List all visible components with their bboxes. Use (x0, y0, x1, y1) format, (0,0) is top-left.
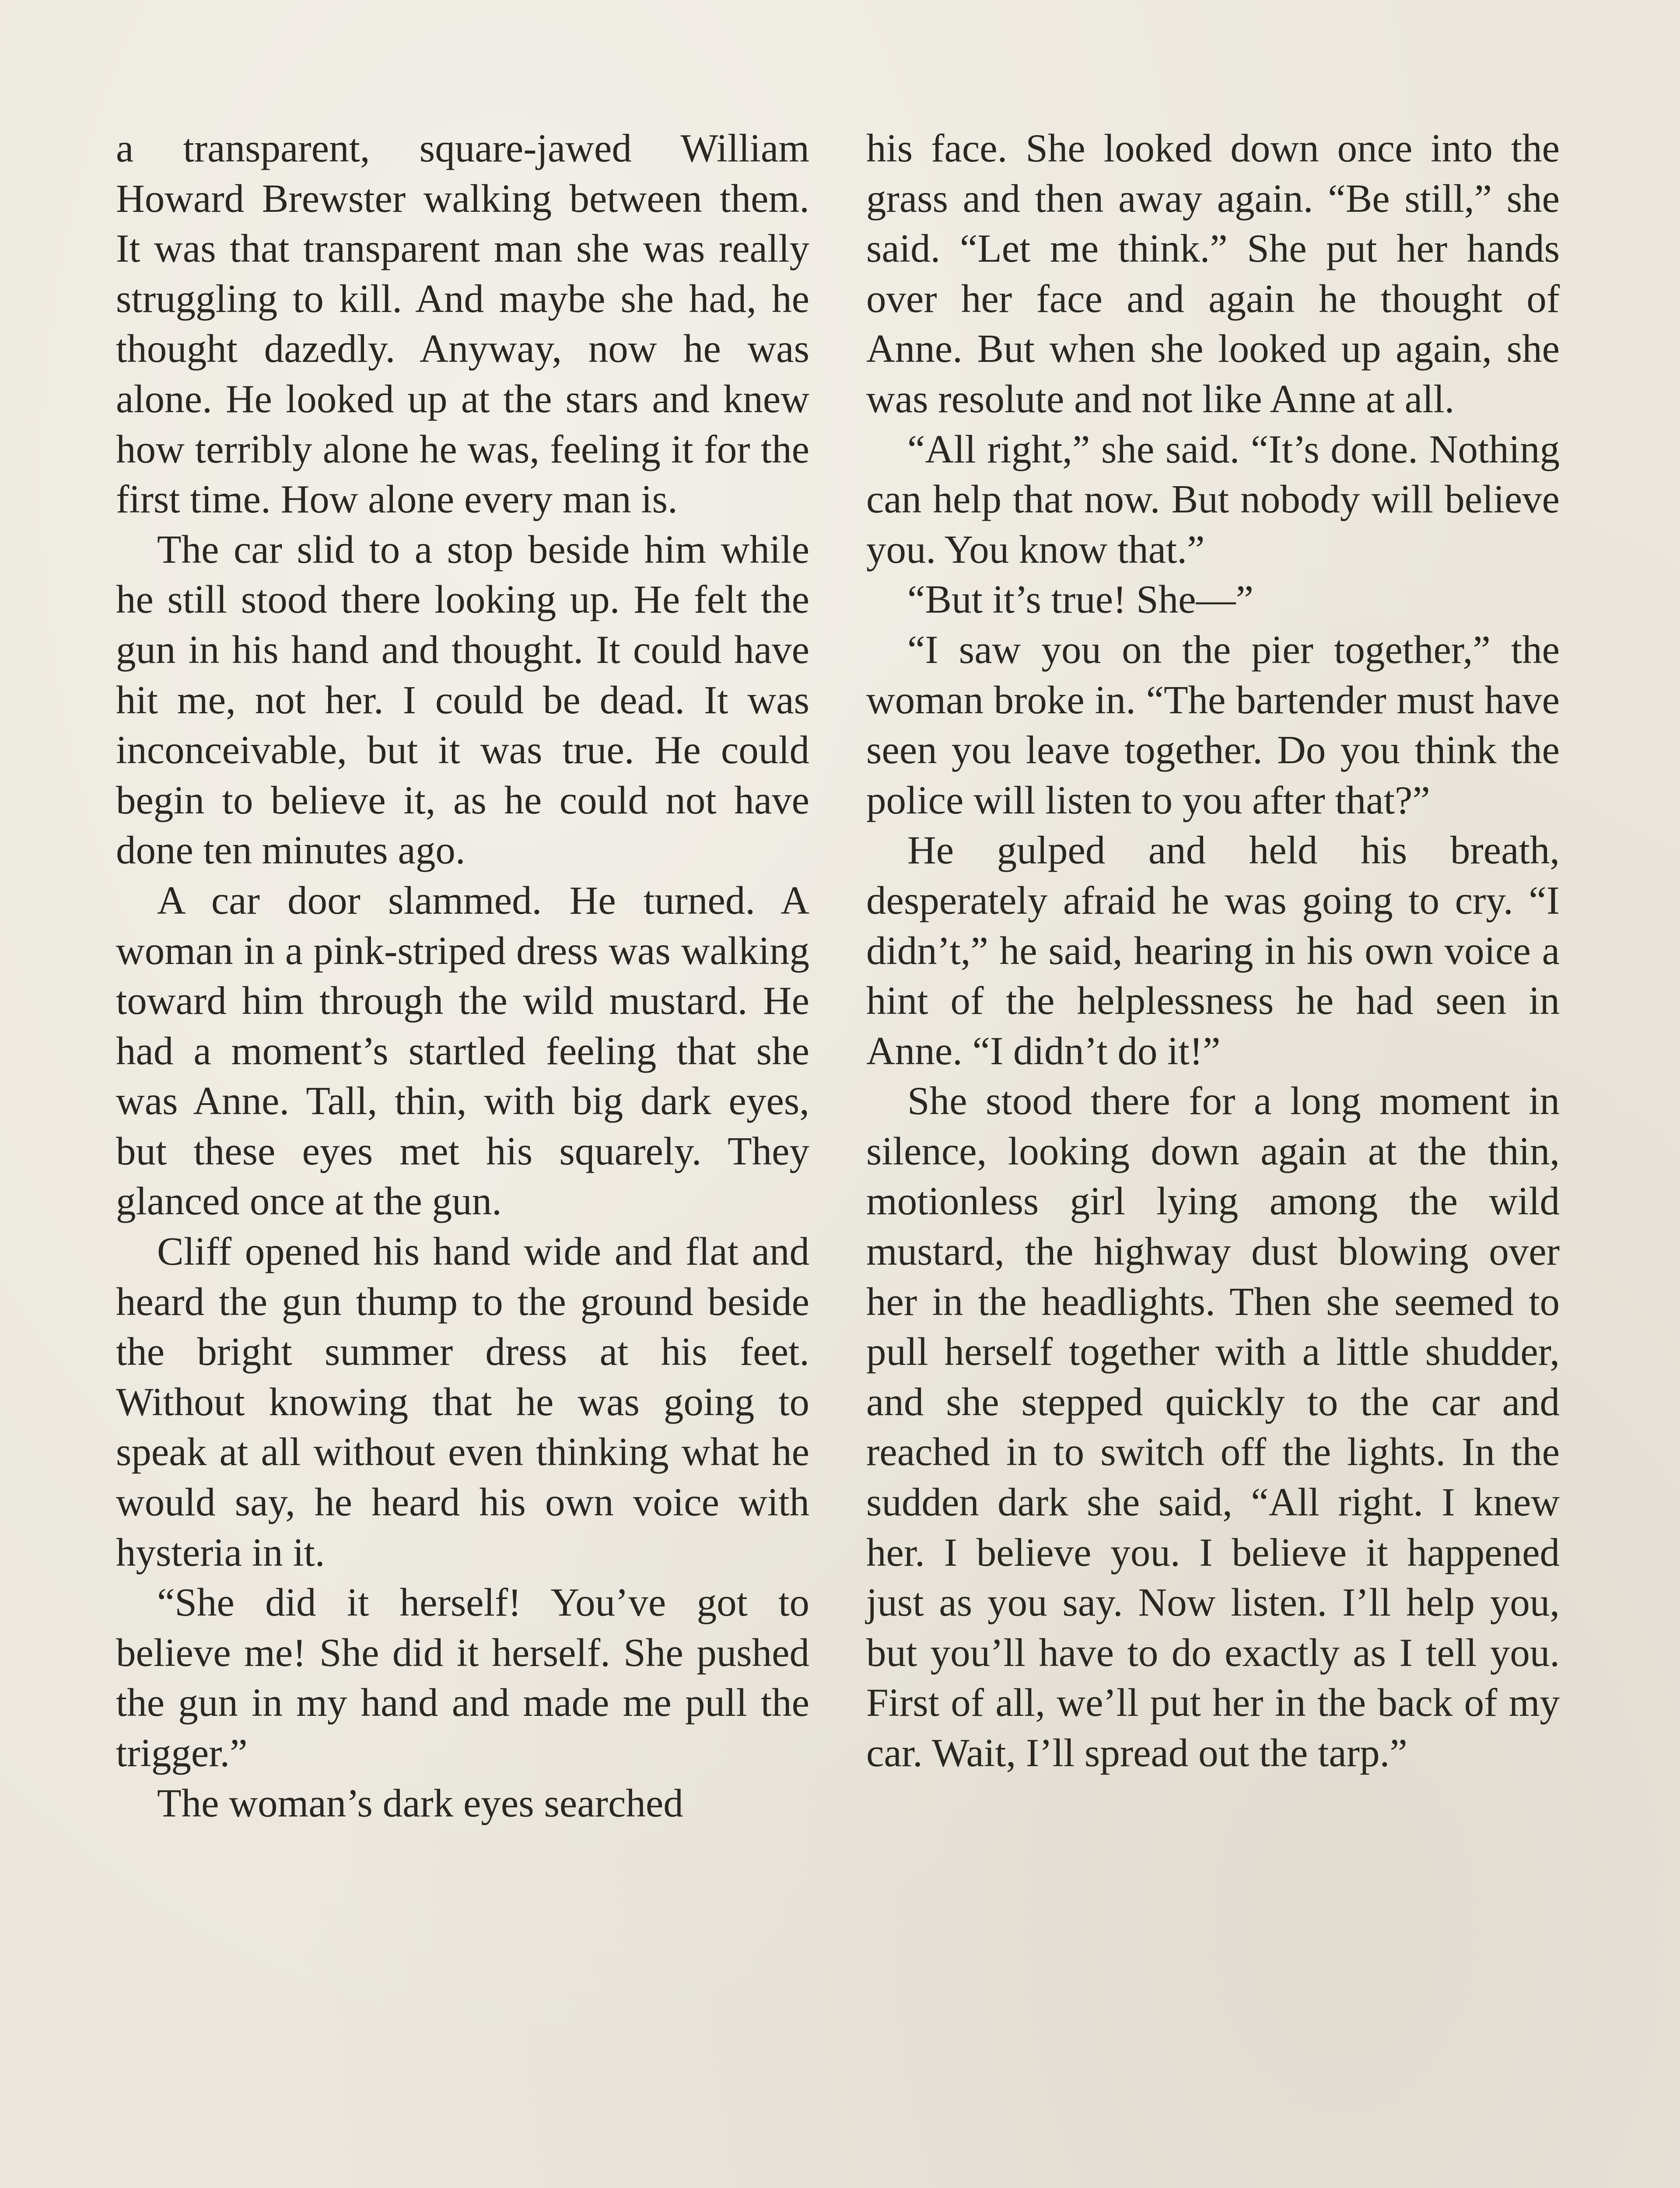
paragraph: a transparent, square-jawed William Howard Brewster walking between them. It was that transparent man she was really struggling to kill. And maybe she had, he thought dazedly. Anyway, now he was alone. He looked up at the stars and knew how terribly alone he was, feeling it for the first time. How alone every man is. (116, 126, 809, 522)
paragraph: She stood there for a long moment in silence, looking down again at the thin, motionless girl lying among the wild mustard, the highway dust blowing over her in the headlights. Then she seemed to pull herself together with a little shudder, and she stepped quickly to the car and reached in to switch off the lights. In the sudden dark she said, “All right. I knew her. I believe you. I believe it happened just as you say. Now listen. I’ll help you, but you’ll have to do exactly as I tell you. First of all, we’ll put her in the back of my car. Wait, I’ll spread out the tarp.” (866, 1079, 1560, 1775)
paragraph: “I saw you on the pier together,” the woman broke in. “The bartender must have seen you leave together. Do you think the police will listen to you after that?” (866, 627, 1560, 822)
paragraph: Cliff opened his hand wide and flat and heard the gun thump to the ground beside the bright summer dress at his feet. Without knowing that he was going to speak at all without even thinking what he would say, he heard his own voice with hysteria in it. (116, 1229, 809, 1574)
paragraph: “She did it herself! You’ve got to believe me! She did it herself. She pushed the gun in my hand and made me pull the trigger.” (116, 1580, 809, 1775)
left-column (116, 123, 809, 1828)
paragraph: The car slid to a stop beside him while he still stood there looking up. He felt the gun in his hand and thought. It could have hit me, not her. I could be dead. It was inconceivable, but it was true. He could begin to believe it, as he could not have done ten minutes ago. (116, 527, 809, 873)
right-column (866, 123, 1560, 1778)
paragraph: The woman’s dark eyes searched (157, 1781, 683, 1825)
paragraph: He gulped and held his breath, desperately afraid he was going to cry. “I didn’t,” he said, hearing in his own voice a hint of the helplessness he had seen in Anne. “I didn’t do it!” (866, 828, 1560, 1073)
paragraph: “But it’s true! She—” (907, 577, 1254, 622)
paragraph: his face. She looked down once into the grass and then away again. “Be still,” she said. “Let me think.” She put her hands over her face and again he thought of Anne. But when she looked up again, she was resolute and not like Anne at all. (866, 126, 1560, 421)
paragraph: “All right,” she said. “It’s done. Nothing can help that now. But nobody will believe you. You know that.” (866, 427, 1560, 572)
paragraph: A car door slammed. He turned. A woman in a pink-striped dress was walking toward him through the wild mustard. He had a moment’s startled feeling that she was Anne. Tall, thin, with big dark eyes, but these eyes met his squarely. They glanced once at the gun. (116, 878, 809, 1224)
